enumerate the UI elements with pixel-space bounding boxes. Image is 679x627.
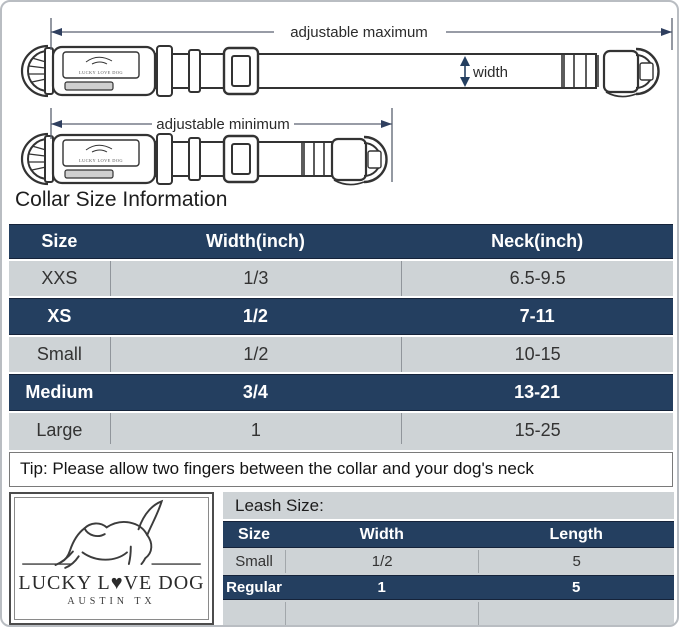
right-arrowhead-icon (381, 120, 392, 128)
leash-size-panel (223, 492, 674, 625)
table-cell: Regular (223, 575, 285, 600)
table-cell: Small (9, 337, 110, 372)
table-cell: 6.5-9.5 (401, 261, 673, 296)
leash-size-table (223, 519, 674, 625)
column-header: Neck(inch) (401, 224, 673, 259)
buckle-brand-text: LUCKY LOVE DOG (79, 158, 123, 163)
collar-min-drawing (22, 134, 387, 185)
right-arrowhead-icon (661, 28, 672, 36)
leash-size-heading: Leash Size: (223, 492, 674, 521)
table-row (9, 337, 673, 372)
table-cell: 3/4 (110, 374, 402, 411)
column-header: Width (285, 521, 478, 548)
collar-diagram (2, 2, 679, 186)
buckle-brand-text: LUCKY LOVE DOG (79, 70, 123, 75)
table-row (223, 602, 674, 625)
table-cell: XS (9, 298, 110, 335)
table-cell: XXS (9, 261, 110, 296)
header-row (9, 224, 673, 259)
table-cell (223, 602, 285, 625)
brand-logo (9, 492, 214, 625)
table-cell: 1 (285, 575, 478, 600)
table-cell: 7-11 (401, 298, 673, 335)
left-arrowhead-icon (51, 28, 62, 36)
column-header: Width(inch) (110, 224, 402, 259)
column-header: Size (223, 521, 285, 548)
table-cell: 1/3 (110, 261, 402, 296)
table-cell (285, 602, 478, 625)
table-cell: 1 (110, 413, 402, 448)
table-cell: 1/2 (285, 550, 478, 573)
column-header: Size (9, 224, 110, 259)
header-row (223, 521, 674, 548)
adjustable-minimum-label: adjustable minimum (156, 116, 290, 133)
bottom-section (9, 492, 674, 625)
table-row (9, 374, 673, 411)
table-row (223, 550, 674, 573)
column-header: Length (478, 521, 674, 548)
brand-logo-frame (14, 497, 209, 620)
table-cell: 15-25 (401, 413, 673, 448)
tip-note: Tip: Please allow two fingers between the collar and your dog's neck (9, 452, 673, 487)
table-cell: Medium (9, 374, 110, 411)
table-row (223, 575, 674, 600)
table-row (9, 261, 673, 296)
table-cell: 1/2 (110, 337, 402, 372)
table-cell (478, 602, 674, 625)
collar-max-drawing (22, 46, 659, 97)
table-cell: 13-21 (401, 374, 673, 411)
table-row (9, 298, 673, 335)
brand-location: AUSTIN TX (67, 596, 156, 607)
adjustable-maximum-label: adjustable maximum (290, 24, 428, 41)
table-cell: Small (223, 550, 285, 573)
width-label: width (473, 64, 509, 81)
table-row (9, 413, 673, 448)
table-cell: 1/2 (110, 298, 402, 335)
table-cell: Large (9, 413, 110, 448)
brand-name: LUCKY L♥VE DOG (18, 572, 205, 594)
collar-size-table (9, 222, 673, 450)
table-cell: 5 (478, 575, 674, 600)
table-cell: 10-15 (401, 337, 673, 372)
collar-size-heading: Collar Size Information (15, 188, 228, 211)
table-cell: 5 (478, 550, 674, 573)
table-footer-strip (9, 444, 673, 450)
dog-logo-icon (15, 498, 208, 576)
left-arrowhead-icon (51, 120, 62, 128)
